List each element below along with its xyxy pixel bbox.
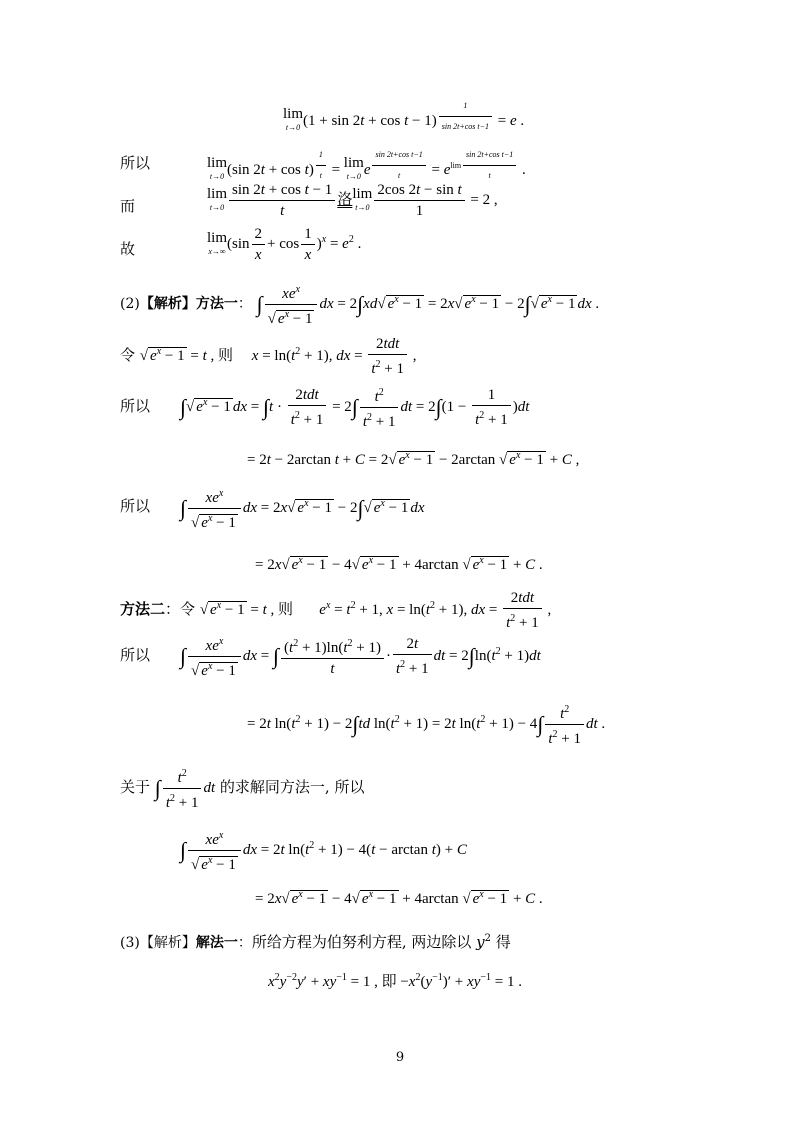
- equation-line-3: lim t→0 $\frac{\text{sin 2t + cos t − 1}}{t}$ 洛 lim t→0 $\frac{\text{2cos 2t − sin t}}{1}$ = 2 ,: [207, 182, 498, 219]
- label-suoyi-3: 所以: [120, 497, 151, 515]
- equation-line-16: = 2x√ $e^x - 1 - 4√$ $e^x - 1 + 4\arctan$ √ $e^x - 1 + C$ .: [255, 889, 543, 907]
- solution-2-method-1: (2)【解析】方法一： ∫ $\frac{xe^x}{√ e^x - 1}$ dx = 2∫xd√ $e^x - 1 = 2x√$ $e^x - 1 - 2\int√$ $e^x - 1$ dx .: [120, 280, 599, 329]
- equation-line-13: = 2t $\ln(t^2 + 1) - 2\int td$ $\ln(t^2 + 1) = 2t$ $\ln(t^2 + 1) - 4\int$ $\frac{t^2}{t^2 + 1}$ dt .: [247, 700, 605, 749]
- equation-line-2: lim t→0 (sin 2t + cos t) $^{\frac{1}{t}}$ = lim t→0 e $^{\frac{\text{sin 2t+cos t−1}}{t}}$ = $e^{lim \frac{\text{sin 2t+cos t−1}}{t}}$ .: [207, 145, 526, 186]
- equation-line-4: lim x→∞ (sin $\frac{2}{x}$ + cos $\frac{1}{x}$ )$^x = e^2$ .: [207, 226, 362, 263]
- equation-line-1: lim t→0 (1 + sin 2t + cos t − 1) $^{\frac{1}{\text{sin 2t+cos t−1}}}$ = e .: [283, 96, 524, 137]
- equation-line-15: ∫ $\frac{xe^x}{√ e^x - 1}$ dx = 2t $\ln(t^2 + 1) - 4(t - \arctan t) + C$: [180, 826, 467, 875]
- substitution-line-1: 令 √ $e^x - 1 = t$ , 则 $x = \ln(t^2 + 1)$, dx = $\frac{\text{2tdt}}{t^2 + 1}$ ,: [120, 336, 417, 377]
- label-gu: 故: [120, 240, 136, 258]
- label-er: 而: [120, 197, 136, 215]
- solution-3-heading: (3)【解析】解法一：: [120, 935, 252, 951]
- equation-line-8: = 2t − 2arctan t + C = 2√ $e^x - 1 - 2\arctan$ √ $e^x - 1 + C$ ,: [247, 450, 580, 468]
- text-remark: 的求解同方法一, 所以: [219, 777, 365, 796]
- solution-2-heading: (2)【解析】方法一：: [120, 295, 252, 312]
- label-suoyi-2: 所以: [120, 397, 151, 415]
- equation-line-12: ∫ $\frac{xe^x}{√ e^x - 1}$ dx = ∫ $\frac{(t^2 + 1)\ln(t^2 + 1)}{t}$ · $\frac{2t}{t^2 + 1}$ dt = $2\int\ln(t^2 + 1)dt$: [180, 632, 541, 681]
- remark-line: 关于 ∫ $\frac{t^2}{t^2 + 1}$ dt 的求解同方法一, 所以: [120, 764, 364, 813]
- text-bernoulli: 所给方程为伯努利方程, 两边除以 $y^2$ 得: [251, 933, 511, 951]
- text-ling: 令: [120, 345, 136, 364]
- equation-line-18: $x^2y^{-2}y' + xy^{-1} = 1$ , 即 $-x^2(y^{-1})' + xy^{-1} = 1$ .: [268, 972, 522, 990]
- page-number: 9: [395, 1050, 405, 1065]
- label-suoyi-4: 所以: [120, 646, 151, 664]
- solution-3-line: [120, 929, 511, 953]
- equation-line-10: = 2x√ $e^x - 1 - 4√$ $e^x - 1 + 4\arctan$ √ $e^x - 1 + C$ .: [255, 555, 543, 573]
- equation-line-7: ∫√ $e^x - 1$ dx = ∫t · $\frac{\text{2tdt}}{t^2 + 1}$ = 2∫ $\frac{t^2}{t^2 + 1}$ dt = 2∫(1 − $\frac{1}{t^2 + 1}$ )dt: [180, 383, 529, 432]
- text-guanyu: 关于: [120, 777, 151, 796]
- equation-line-9: ∫ $\frac{xe^x}{√ e^x - 1}$ dx = 2x√ $e^x - 1 - 2\int√$ $e^x - 1$ dx: [180, 484, 425, 533]
- method-2-line: 方法二：令 √ $e^x - 1 = t$ , 则 $e^x = t^2 + 1$, $x = \ln(t^2 + 1)$, dx = $\frac{\text{2tdt}}{t^2 + 1}$ ,: [120, 590, 552, 631]
- label-suoyi-1: 所以: [120, 154, 151, 172]
- method-2-heading: 方法二：令: [120, 599, 196, 618]
